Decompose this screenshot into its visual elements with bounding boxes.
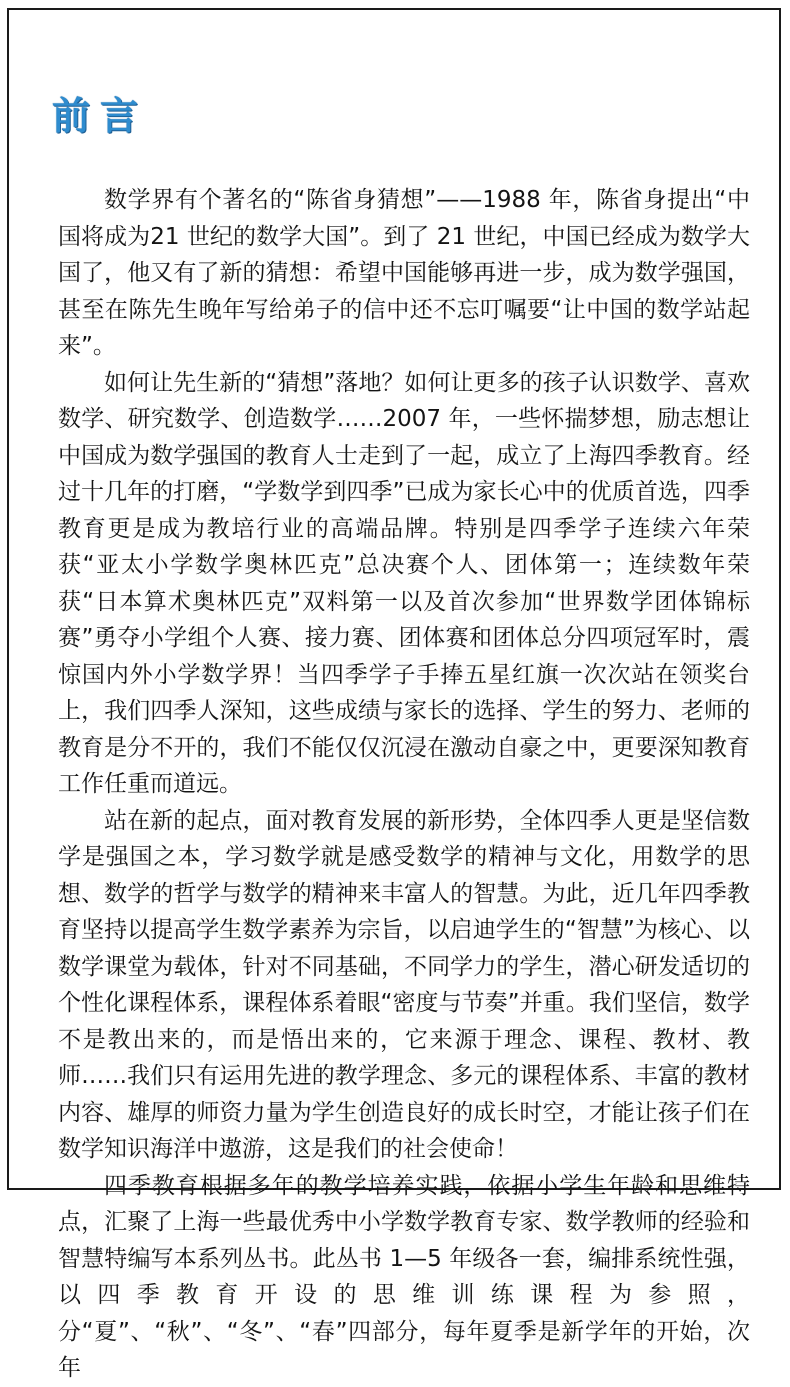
paragraph: 数学界有个著名的“陈省身猜想”——1988 年，陈省身提出“中国将成为21 世纪的数学大国”。到了 21 世纪，中国已经成为数学大国了，他又有了新的猜想：希望中国能够再进一步，成为数学强国，甚至在陈先生晚年写给弟子的信中还不忘叮嘱要“让中国的数学站起来”。 xyxy=(58,187,750,359)
preface-body xyxy=(58,182,750,1387)
page-title: 前言 xyxy=(52,93,149,138)
paragraph: 如何让先生新的“猜想”落地？如何让更多的孩子认识数学、喜欢数学、研究数学、创造数学……2007 年，一些怀揣梦想，励志想让中国成为数学强国的教育人士走到了一起，成立了上海四季教育。经过十几年的打磨，“学数学到四季”已成为家长心中的优质首选，四季教育更是成为教培行业的高端品牌。特别是四季学子连续六年荣获“亚太小学数学奥林匹克”总决赛个人、团体第一；连续数年荣获“日本算术奥林匹克”双料第一以及首次参加“世界数学团体锦标赛”勇夺小学组个人赛、接力赛、团体赛和团体总分四项冠军时，震惊国内外小学数学界！当四季学子手捧五星红旗一次次站在领奖台上，我们四季人深知，这些成绩与家长的选择、学生的努力、老师的教育是分不开的，我们不能仅仅沉浸在激动自豪之中，更要深知教育工作任重而道远。 xyxy=(58,369,750,797)
paragraph: 站在新的起点，面对教育发展的新形势，全体四季人更是坚信数学是强国之本，学习数学就是感受数学的精神与文化，用数学的思想、数学的哲学与数学的精神来丰富人的智慧。为此，近几年四季教育坚持以提高学生数学素养为宗旨，以启迪学生的“智慧”为核心、以数学课堂为载体，针对不同基础，不同学力的学生，潜心研发适切的个性化课程体系，课程体系着眼“密度与节奏”并重。我们坚信，数学不是教出来的，而是悟出来的，它来源于理念、课程、教材、教师……我们只有运用先进的教学理念、多元的课程体系、丰富的教材内容、雄厚的师资力量为学生创造良好的成长时空，才能让孩子们在数学知识海洋中遨游，这是我们的社会使命！ xyxy=(58,807,750,1162)
paragraph: 四季教育根据多年的教学培养实践，依据小学生年龄和思维特点，汇聚了上海一些最优秀中小学数学教育专家、数学教师的经验和智慧特编写本系列丛书。此丛书 1—5 年级各一套，编排系统性强，以四季教育开设的思维训练课程为参照，分“夏”、“秋”、“冬”、“春”四部分，每年夏季是新学年的开始，次年 xyxy=(58,1172,750,1381)
